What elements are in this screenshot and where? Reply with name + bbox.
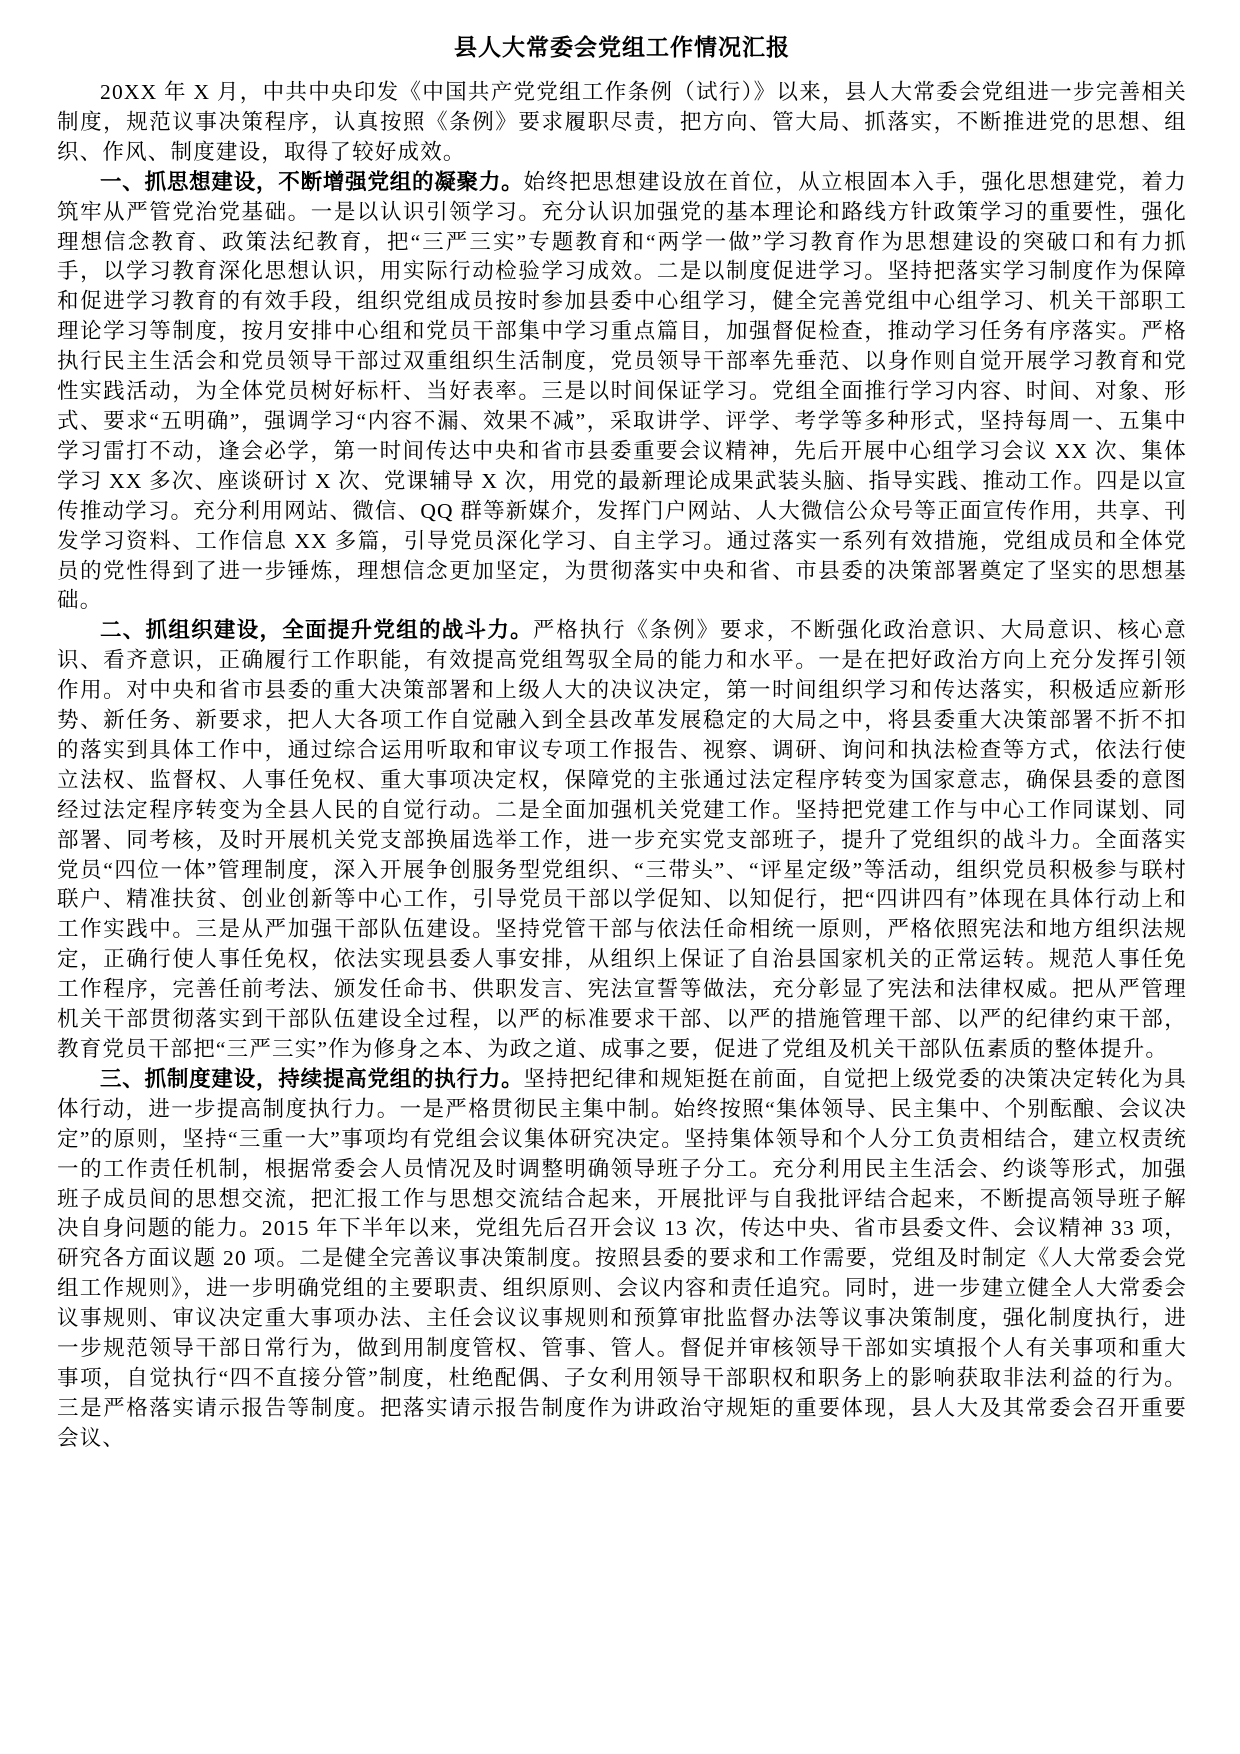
section-1-paragraph [57,168,1187,617]
section-1-heading: 一、抓思想建设，不断增强党组的凝聚力。 [100,169,524,194]
section-2-text: 严格执行《条例》要求，不断强化政治意识、大局意识、核心意识、看齐意识，正确履行工作职能，有效提高党组驾驭全局的能力和水平。一是在把好政治方向上充分发挥引领作用。对中央和省市县委的重大决策部署和上级人大的决议决定，第一时间组织学习和传达落实，积极适应新形势、新任务、新要求，把人大各项工作自觉融入到全县改革发展稳定的大局之中，将县委重大决策部署不折不扣的落实到具体工作中，通过综合运用听取和审议专项工作报告、视察、调研、询问和执法检查等方式，依法行使立法权、监督权、人事任免权、重大事项决定权，保障党的主张通过法定程序转变为国家意志，确保县委的意图经过法定程序转变为全县人民的自觉行动。二是全面加强机关党建工作。坚持把党建工作与中心工作同谋划、同部署、同考核，及时开展机关党支部换届选举工作，进一步充实党支部班子，提升了党组织的战斗力。全面落实党员“四位一体”管理制度，深入开展争创服务型党组织、“三带头”、“评星定级”等活动，组织党员积极参与联村联户、精准扶贫、创业创新等中心工作，引导党员干部以学促知、以知促行，把“四讲四有”体现在具体行动上和工作实践中。三是从严加强干部队伍建设。坚持党管干部与依法任命相统一原则，严格依照宪法和地方组织法规定，正确行使人事任免权，依法实现县委人事安排，从组织上保证了自治县国家机关的正常运转。规范人事任免工作程序，完善任前考法、颁发任命书、供职发言、宪法宣誓等做法，充分彰显了宪法和法律权威。把从严管理机关干部贯彻落实到干部队伍建设全过程，以严的标准要求干部、以严的措施管理干部、以严的纪律约束干部，教育党员干部把“三严三实”作为修身之本、为政之道、成事之要，促进了党组及机关干部队伍素质的整体提升。 [57,618,1187,1061]
document-body [57,78,1187,1454]
intro-paragraph [57,78,1187,168]
section-3-heading: 三、抓制度建设，持续提高党组的执行力。 [100,1066,524,1091]
section-3-paragraph [57,1065,1187,1454]
section-2-heading: 二、抓组织建设，全面提升党组的战斗力。 [100,618,533,643]
section-1-text: 始终把思想建设放在首位，从立根固本入手，强化思想建党，着力筑牢从严管党治党基础。一是以认识引领学习。充分认识加强党的基本理论和路线方针政策学习的重要性，强化理想信念教育、政策法纪教育，把“三严三实”专题教育和“两学一做”学习教育作为思想建设的突破口和有力抓手，以学习教育深化思想认识，用实际行动检验学习成效。二是以制度促进学习。坚持把落实学习制度作为保障和促进学习教育的有效手段，组织党组成员按时参加县委中心组学习，健全完善党组中心组学习、机关干部职工理论学习等制度，按月安排中心组和党员干部集中学习重点篇目，加强督促检查，推动学习任务有序落实。严格执行民主生活会和党员领导干部过双重组织生活制度，党员领导干部率先垂范、以身作则自觉开展学习教育和党性实践活动，为全体党员树好标杆、当好表率。三是以时间保证学习。党组全面推行学习内容、时间、对象、形式、要求“五明确”，强调学习“内容不漏、效果不减”，采取讲学、评学、考学等多种形式，坚持每周一、五集中学习雷打不动，逢会必学，第一时间传达中央和省市县委重要会议精神，先后开展中心组学习会议 XX 次、集体学习 XX 多次、座谈研讨 X 次、党课辅导 X 次，用党的最新理论成果武装头脑、指导实践、推动工作。四是以宣传推动学习。充分利用网站、微信、QQ 群等新媒介，发挥门户网站、人大微信公众号等正面宣传作用，共享、刊发学习资料、工作信息 XX 多篇，引导党员深化学习、自主学习。通过落实一系列有效措施，党组成员和全体党员的党性得到了进一步锤炼，理想信念更加坚定，为贯彻落实中央和省、市县委的决策部署奠定了坚实的思想基础。 [57,169,1187,613]
document-title: 县人大常委会党组工作情况汇报 [454,34,790,60]
section-2-paragraph [57,616,1187,1065]
intro-paragraph-text: 20XX 年 X 月，中共中央印发《中国共产党党组工作条例（试行）》以来，县人大常委会党组进一步完善相关制度，规范议事决策程序，认真按照《条例》要求履职尽责，把方向、管大局、抓落实，不断推进党的思想、组织、作风、制度建设，取得了较好成效。 [57,80,1187,164]
section-3-text: 坚持把纪律和规矩挺在前面，自觉把上级党委的决策决定转化为具体行动，进一步提高制度执行力。一是严格贯彻民主集中制。始终按照“集体领导、民主集中、个别酝酿、会议决定”的原则，坚持“三重一大”事项均有党组会议集体研究决定。坚持集体领导和个人分工负责相结合，建立权责统一的工作责任机制，根据常委会人员情况及时调整明确领导班子分工。充分利用民主生活会、约谈等形式，加强班子成员间的思想交流，把汇报工作与思想交流结合起来，开展批评与自我批评结合起来，不断提高领导班子解决自身问题的能力。2015 年下半年以来，党组先后召开会议 13 次，传达中央、省市县委文件、会议精神 33 项，研究各方面议题 20 项。二是健全完善议事决策制度。按照县委的要求和工作需要，党组及时制定《人大常委会党组工作规则》，进一步明确党组的主要职责、组织原则、会议内容和责任追究。同时，进一步建立健全人大常委会议事规则、审议决定重大事项办法、主任会议议事规则和预算审批监督办法等议事决策制度，强化制度执行，进一步规范领导干部日常行为，做到用制度管权、管事、管人。督促并审核领导干部如实填报个人有关事项和重大事项，自觉执行“四不直接分管”制度，杜绝配偶、子女利用领导干部职权和职务上的影响获取非法利益的行为。三是严格落实请示报告等制度。把落实请示报告制度作为讲政治守规矩的重要体现，县人大及其常委会召开重要会议、 [57,1066,1187,1450]
